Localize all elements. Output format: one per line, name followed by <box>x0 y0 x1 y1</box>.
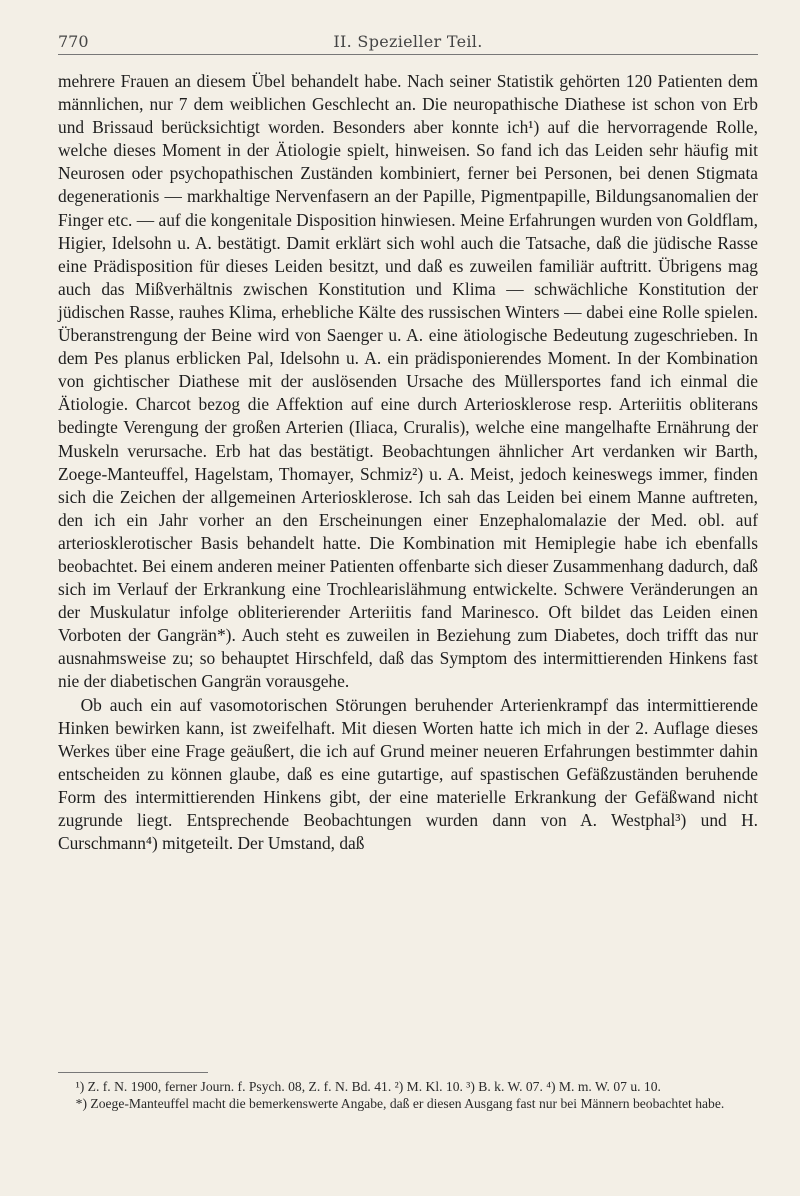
page-number: 770 <box>58 32 89 51</box>
page-header <box>58 20 758 55</box>
footnote: *) Zoege-Manteuffel macht die bemerkenswerte Angabe, daß er diesen Ausgang fast nur bei Männern beobachtet habe. <box>75 1096 725 1111</box>
paragraph: Ob auch ein auf vasomotorischen Störungen beruhender Arterienkrampf das intermittierende Hinken bewirken kann, ist zweifelhaft. Mit diesen Worten hatte ich mich in der 2. Auflage dieses Werkes über eine Frage geäußert, die ich auf Grund meiner neueren Erfahrungen bestimmter dahin entscheiden zu können glaube, daß es eine gutartige, auf spastischen Gefäßzuständen beruhende Form des intermittierenden Hinkens gibt, der eine materielle Erkrankung der Gefäßwand nicht zugrunde liegt. Entsprechende Beobachtungen wurden dann von A. Westphal³) und H. Curschmann⁴) mitgeteilt. Der Umstand, daß <box>58 694 758 854</box>
paragraph: mehrere Frauen an diesem Übel behandelt habe. Nach seiner Statistik gehörten 120 Patienten dem männlichen, nur 7 dem weiblichen Geschlecht an. Die neuropathische Diathese ist schon von Erb und Brissaud berücksichtigt worden. Besonders aber konnte ich¹) auf die hervorragende Rolle, welche dieses Moment in der Ätiologie spielt, hinweisen. So fand ich das Leiden sehr häufig mit Neurosen oder psychopathischen Zuständen kombiniert, ferner bei Personen, bei denen Stigmata degenerationis — markhaltige Nervenfasern an der Papille, Pigmentpapille, Bildungsanomalien der Finger etc. — auf die kongenitale Disposition hinwiesen. Meine Erfahrungen wurden von Goldflam, Higier, Idelsohn u. A. bestätigt. Damit erklärt sich wohl auch die Tatsache, daß die jüdische Rasse eine Prädisposition für dieses Leiden besitzt, und daß es zuweilen familiär auftritt. Übrigens mag auch das Mißverhältnis zwischen Konstitution und Klima — schwächliche Konstitution der jüdischen Rasse, rauhes Klima, erhebliche Kälte des russischen Winters — dabei eine Rolle spielen. Überanstrengung der Beine wird von Saenger u. A. eine ätiologische Bedeutung zugeschrieben. In dem Pes planus erblicken Pal, Idelsohn u. A. ein prädisponierendes Moment. In der Kombination von gichtischer Diathese mit der auslösenden Ursache des Müllersportes fand ich einmal die Ätiologie. Charcot bezog die Affektion auf eine durch Arteriosklerose resp. Arteriitis obliterans bedingte Verengung der großen Arterien (Iliaca, Cruralis), welche eine mangelhafte Ernährung der Muskeln verursache. Erb hat das bestätigt. Beobachtungen ähnlicher Art verdanken wir Barth, Zoege-Manteuffel, Hagelstam, Thomayer, Schmiz²) u. A. Meist, jedoch keineswegs immer, finden sich die Zeichen der allgemeinen Arteriosklerose. Ich sah das Leiden bei einem Manne auftreten, den ich ein Jahr vorher an den Erscheinungen einer Enzephalomalazie der Med. obl. auf arteriosklerotischer Basis behandelt hatte. Die Kombination mit Hemiplegie habe ich ebenfalls beobachtet. Bei einem anderen meiner Patienten offenbarte sich dieser Zusammenhang dadurch, daß sich im Verlauf der Erkrankung eine Trochlearislähmung entwickelte. Schwere Veränderungen an der Muskulatur infolge obliterierender Arteriitis fand Marinesco. Oft bildet das Leiden einen Vorboten der Gangrän*). Auch steht es zuweilen in Beziehung zum Diabetes, doch trifft das nur ausnahmsweise zu; so behauptet Hirschfeld, daß das Symptom des intermittierenden Hinkens fast nie der diabetischen Gangrän vorausgehe. <box>58 71 758 692</box>
running-head: II. Spezieller Teil. <box>333 32 483 51</box>
footnotes <box>58 1078 758 1112</box>
footnote: ¹) Z. f. N. 1900, ferner Journ. f. Psych. 08, Z. f. N. Bd. 41. ²) M. Kl. 10. ³) B. k. W. 07. ⁴) M. m. W. 07 u. 10. <box>75 1079 661 1094</box>
body-text <box>58 70 758 855</box>
footnote-divider <box>58 1072 208 1073</box>
